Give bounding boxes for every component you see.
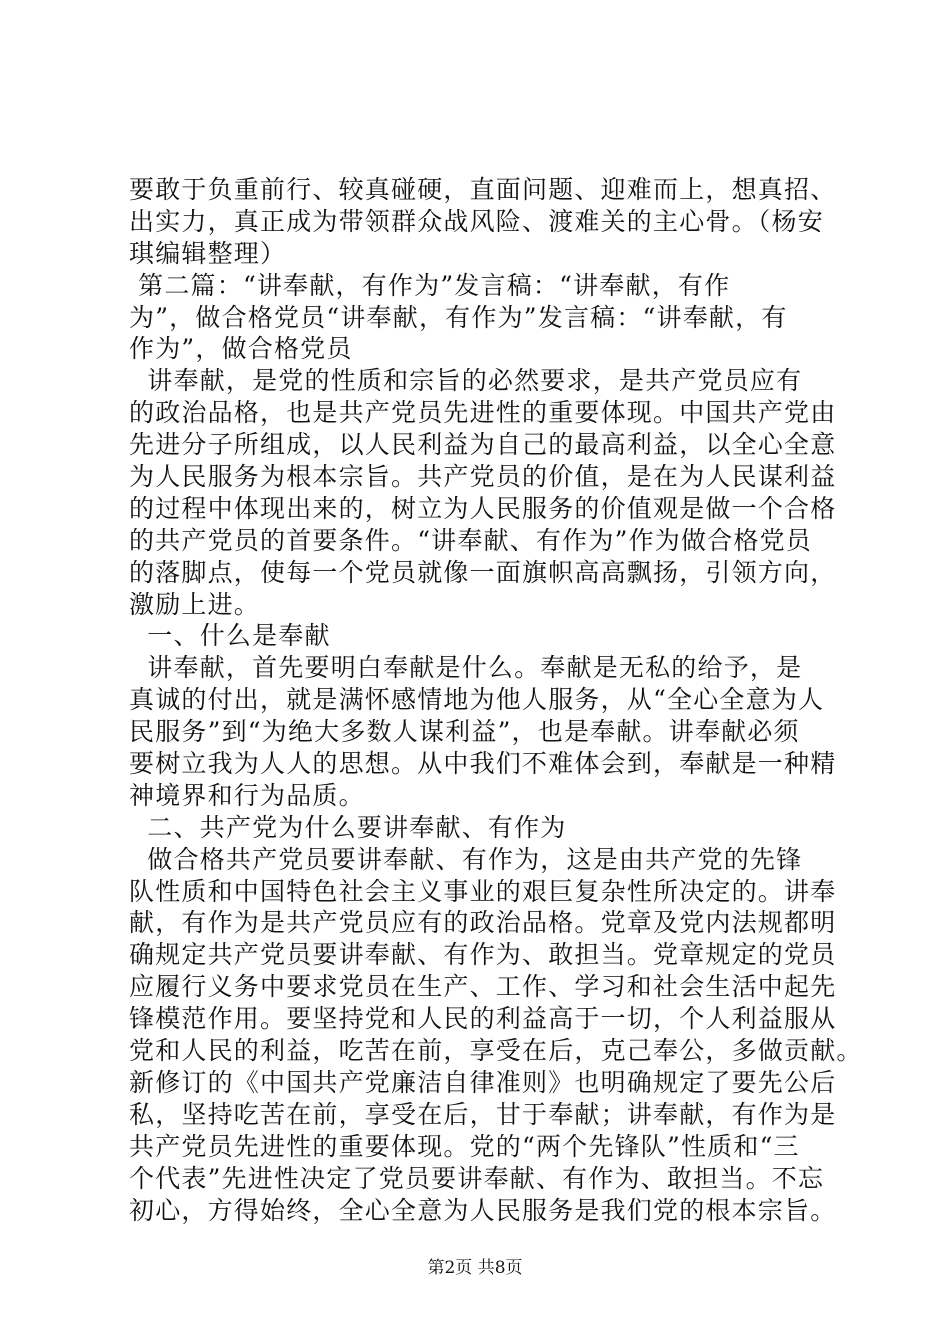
page-number-footer: 第2页 共8页	[427, 1258, 523, 1278]
section-heading-line: 作为”，做合格党员	[129, 334, 353, 364]
text-line: 初心，方得始终，全心全意为人民服务是我们党的根本宗旨。	[129, 1195, 837, 1225]
subheading-line: 二、共产党为什么要讲奉献、有作为	[129, 812, 567, 842]
text-line: 党和人民的利益，吃苦在前，享受在后，克己奉公，多做贡献。	[129, 1036, 863, 1066]
text-line: 的共产党员的首要条件。“讲奉献、有作为”作为做合格党员	[129, 525, 812, 555]
text-line: 做合格共产党员要讲奉献、有作为，这是由共产党的先锋	[129, 844, 803, 874]
text-line: 献，有作为是共产党员应有的政治品格。党章及党内法规都明	[129, 908, 837, 938]
text-line: 讲奉献，是党的性质和宗旨的必然要求，是共产党员应有	[129, 366, 803, 396]
document-body	[129, 174, 863, 1226]
text-line: 先进分子所组成，以人民利益为自己的最高利益，以全心全意	[129, 430, 837, 460]
text-line: 琪编辑整理）	[129, 238, 287, 268]
text-line: 私，坚持吃苦在前，享受在后，甘于奉献；讲奉献，有作为是	[129, 1099, 837, 1129]
text-line: 个代表”先进性决定了党员要讲奉献、有作为、敢担当。不忘	[129, 1163, 825, 1193]
section-heading-line: 为”，做合格党员“讲奉献，有作为”发言稿：“讲奉献，有	[129, 302, 788, 332]
text-line: 为人民服务为根本宗旨。共产党员的价值，是在为人民谋利益	[129, 462, 837, 492]
subheading-line: 一、什么是奉献	[129, 621, 331, 651]
text-line: 神境界和行为品质。	[129, 780, 365, 810]
section-heading-line: 第二篇：“讲奉献，有作为”发言稿：“讲奉献，有作	[129, 270, 731, 300]
text-line: 激励上进。	[129, 589, 261, 619]
text-line: 真诚的付出，就是满怀感情地为他人服务，从“全心全意为人	[129, 685, 825, 715]
text-line: 应履行义务中要求党员在生产、工作、学习和社会生活中起先	[129, 972, 837, 1002]
text-line: 确规定共产党员要讲奉献、有作为、敢担当。党章规定的党员	[129, 940, 837, 970]
text-line: 的政治品格，也是共产党员先进性的重要体现。中国共产党由	[129, 398, 837, 428]
text-line: 队性质和中国特色社会主义事业的艰巨复杂性所决定的。讲奉	[129, 876, 837, 906]
text-line: 的落脚点，使每一个党员就像一面旗帜高高飘扬，引领方向，	[129, 557, 837, 587]
text-line: 要敢于负重前行、较真碰硬，直面问题、迎难而上，想真招、	[129, 175, 837, 204]
text-line: 的过程中体现出来的，树立为人民服务的价值观是做一个合格	[129, 493, 837, 523]
text-line: 出实力，真正成为带领群众战风险、渡难关的主心骨。（杨安	[129, 206, 824, 236]
text-line: 要树立我为人人的思想。从中我们不难体会到，奉献是一种精	[129, 749, 837, 779]
text-line: 讲奉献，首先要明白奉献是什么。奉献是无私的给予，是	[129, 653, 803, 683]
text-line: 锋模范作用。要坚持党和人民的利益高于一切，个人利益服从	[129, 1004, 837, 1034]
text-line: 民服务”到“为绝大多数人谋利益”，也是奉献。讲奉献必须	[129, 717, 800, 747]
text-line: 共产党员先进性的重要体现。党的“两个先锋队”性质和“三	[129, 1131, 800, 1161]
text-line: 新修订的《中国共产党廉洁自律准则》也明确规定了要先公后	[129, 1067, 837, 1097]
